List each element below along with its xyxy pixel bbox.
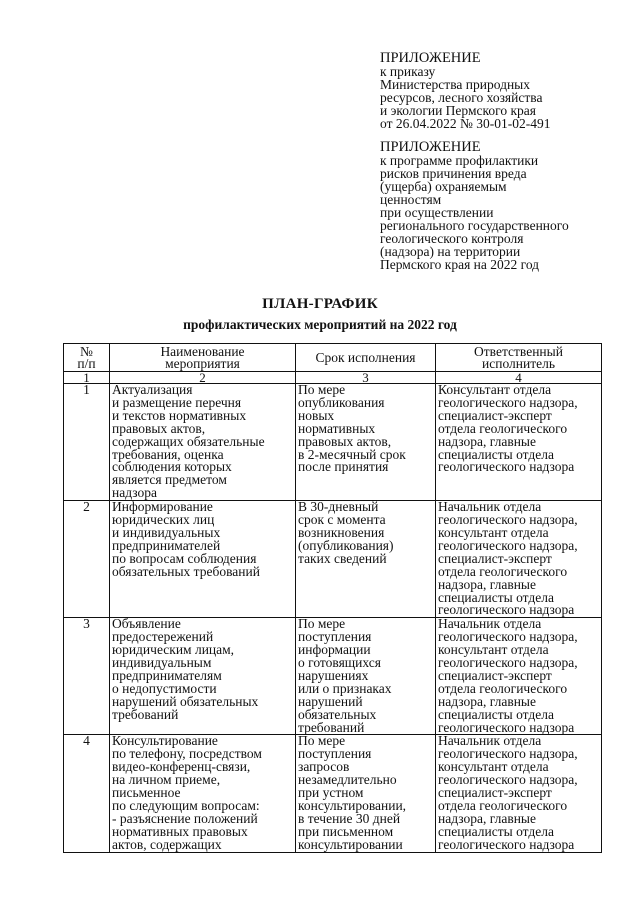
- cell-text-line: геологического надзора,: [438, 746, 578, 762]
- appendix-line: от 26.04.2022 № 30-01-02-491: [380, 116, 551, 131]
- appendix-heading: ПРИЛОЖЕНИЕ: [380, 50, 481, 66]
- cell-text-line: информации: [298, 642, 371, 658]
- header-name: Наименование мероприятия: [110, 344, 296, 372]
- cell-text-line: новых: [298, 407, 335, 423]
- cell-text-line: срок с момента: [298, 512, 386, 528]
- cell-text-line: в 2-месячный срок: [298, 446, 406, 462]
- cell-text-line: специалист-эксперт: [438, 407, 552, 423]
- cell-text-line: нарушениях: [298, 667, 369, 683]
- cell-text-line: требований: [112, 706, 179, 722]
- cell-text-line: отдела геологического: [438, 680, 568, 696]
- cell-deadline: [296, 501, 436, 618]
- cell-deadline: [296, 618, 436, 735]
- table-row: [64, 735, 602, 853]
- cell-text-line: о готовящихся: [298, 655, 381, 671]
- cell-text-line: Актуализация: [112, 383, 193, 397]
- cell-text-line: нормативных: [298, 420, 376, 436]
- cell-text-line: специалист-эксперт: [438, 785, 552, 801]
- table-row: [64, 384, 602, 501]
- cell-text-line: по следующим вопросам:: [112, 798, 260, 813]
- header-deadline: Срок исполнения: [296, 344, 436, 372]
- appendix-line: рисков причинения вреда: [380, 166, 527, 181]
- cell-responsible: [436, 384, 602, 501]
- cell-text-line: о недопустимости: [112, 680, 217, 696]
- header-responsible: Ответственный исполнитель: [436, 344, 602, 372]
- table-row: [64, 618, 602, 735]
- document-subtitle: профилактических мероприятий на 2022 год: [183, 317, 457, 332]
- appendix-heading: ПРИЛОЖЕНИЕ: [380, 139, 481, 155]
- cell-text-line: специалисты отдела: [438, 706, 554, 722]
- cell-text-line: индивидуальным: [112, 655, 212, 671]
- cell-text-line: специалисты отдела: [438, 589, 554, 605]
- cell-text-line: Консультант отдела: [438, 383, 552, 397]
- cell-name: [110, 618, 296, 735]
- cell-text-line: нарушений обязательных: [112, 693, 259, 709]
- row-number: 1: [64, 384, 110, 501]
- cell-text-line: при письменном: [298, 823, 394, 839]
- cell-text-line: геологического надзора: [438, 836, 575, 852]
- appendix-program-block: [380, 141, 630, 271]
- appendix-order-block: [380, 52, 630, 130]
- cell-name: [110, 735, 296, 853]
- cell-text-line: надзора, главные: [438, 576, 536, 592]
- cell-text-line: геологического надзора,: [438, 655, 578, 671]
- cell-text-line: геологического надзора: [438, 602, 575, 618]
- appendix-line: к приказу: [380, 64, 436, 79]
- cell-text-line: Начальник отдела: [438, 734, 542, 749]
- cell-text-line: требования, оценка: [112, 446, 224, 462]
- table-header-row: [64, 344, 602, 372]
- cell-text-line: и размещение перечня: [112, 394, 242, 410]
- cell-name: [110, 501, 296, 618]
- appendix-line: ценностям: [380, 192, 442, 207]
- cell-text-line: является предметом: [112, 472, 227, 488]
- cell-text-line: надзора, главные: [438, 693, 536, 709]
- cell-text-line: и текстов нормативных: [112, 407, 247, 423]
- cell-responsible: [436, 735, 602, 853]
- appendix-line: регионального государственного: [380, 218, 569, 233]
- cell-text-line: при устном: [298, 785, 364, 801]
- cell-text-line: геологического надзора,: [438, 772, 578, 788]
- cell-text-line: по вопросам соблюдения: [112, 550, 257, 566]
- cell-text-line: консультировании,: [298, 798, 407, 813]
- cell-text-line: на личном приеме,: [112, 772, 221, 788]
- cell-text-line: соблюдения которых: [112, 459, 232, 475]
- cell-text-line: консультировании: [298, 836, 403, 852]
- column-number-row: [64, 372, 602, 384]
- appendix-line: (ущерба) охраняемым: [380, 179, 507, 194]
- cell-text-line: юридических лиц: [112, 512, 215, 528]
- column-number: 2: [110, 372, 296, 384]
- cell-text-line: требований: [298, 719, 365, 735]
- row-number: 4: [64, 735, 110, 853]
- cell-text-line: По мере: [298, 734, 346, 749]
- cell-text-line: после принятия: [298, 459, 389, 475]
- cell-text-line: По мере: [298, 617, 346, 632]
- cell-text-line: отдела геологического: [438, 420, 568, 436]
- cell-text-line: возникновения: [298, 524, 385, 540]
- cell-text-line: надзора: [112, 485, 157, 501]
- cell-text-line: Информирование: [112, 500, 213, 515]
- cell-text-line: специалисты отдела: [438, 823, 554, 839]
- cell-text-line: или о признаках: [298, 680, 392, 696]
- cell-text-line: геологического надзора,: [438, 629, 578, 645]
- cell-text-line: таких сведений: [298, 550, 387, 566]
- cell-text-line: юридическим лицам,: [112, 642, 235, 658]
- cell-text-line: обязательных: [298, 706, 377, 722]
- cell-text-line: (опубликования): [298, 537, 394, 553]
- cell-deadline: [296, 384, 436, 501]
- appendix-line: Пермского края на 2022 год: [380, 257, 540, 272]
- cell-text-line: Начальник отдела: [438, 500, 542, 515]
- cell-text-line: специалист-эксперт: [438, 667, 552, 683]
- cell-text-line: геологического надзора,: [438, 394, 578, 410]
- cell-text-line: предпринимателей: [112, 537, 221, 553]
- cell-deadline: [296, 735, 436, 853]
- cell-responsible: [436, 501, 602, 618]
- cell-text-line: геологического надзора: [438, 459, 575, 475]
- cell-text-line: - разъяснение положений: [112, 810, 258, 826]
- document-title: ПЛАН-ГРАФИК: [262, 296, 378, 312]
- cell-text-line: Консультирование: [112, 734, 218, 749]
- cell-text-line: поступления: [298, 746, 372, 762]
- plan-table: [63, 343, 602, 853]
- cell-text-line: специалист-эксперт: [438, 550, 552, 566]
- cell-name: [110, 384, 296, 501]
- cell-responsible: [436, 618, 602, 735]
- table-row: [64, 501, 602, 618]
- column-number: 1: [64, 372, 110, 384]
- cell-text-line: по телефону, посредством: [112, 746, 262, 762]
- cell-text-line: Начальник отдела: [438, 617, 542, 632]
- cell-text-line: содержащих обязательные: [112, 433, 265, 449]
- appendix-line: и экологии Пермского края: [380, 103, 536, 118]
- cell-text-line: геологического надзора,: [438, 537, 578, 553]
- appendix-line: при осуществлении: [380, 205, 494, 220]
- cell-text-line: нарушений: [298, 693, 363, 709]
- cell-text-line: геологического надзора,: [438, 512, 578, 528]
- cell-text-line: предпринимателям: [112, 667, 222, 683]
- cell-text-line: Объявление: [112, 617, 181, 632]
- appendix-line: геологического контроля: [380, 231, 524, 246]
- cell-text-line: В 30-дневный: [298, 500, 379, 515]
- header-num: № п/п: [64, 344, 110, 372]
- appendix-line: к программе профилактики: [380, 153, 539, 168]
- cell-text-line: поступления: [298, 629, 372, 645]
- cell-text-line: надзора, главные: [438, 433, 536, 449]
- cell-text-line: в течение 30 дней: [298, 810, 401, 826]
- column-number: 4: [436, 372, 602, 384]
- cell-text-line: консультант отдела: [438, 524, 549, 540]
- column-number: 3: [296, 372, 436, 384]
- cell-text-line: геологического надзора: [438, 719, 575, 735]
- cell-text-line: и индивидуальных: [112, 524, 221, 540]
- cell-text-line: письменное: [112, 785, 181, 801]
- row-number: 2: [64, 501, 110, 618]
- appendix-line: (надзора) на территории: [380, 244, 521, 259]
- row-number: 3: [64, 618, 110, 735]
- appendix-line: ресурсов, лесного хозяйства: [380, 90, 543, 105]
- cell-text-line: отдела геологического: [438, 798, 568, 813]
- cell-text-line: надзора, главные: [438, 810, 536, 826]
- appendix-line: Министерства природных: [380, 77, 530, 92]
- cell-text-line: отдела геологического: [438, 563, 568, 579]
- cell-text-line: опубликования: [298, 394, 385, 410]
- cell-text-line: нормативных правовых: [112, 823, 248, 839]
- cell-text-line: По мере: [298, 383, 346, 397]
- cell-text-line: предостережений: [112, 629, 214, 645]
- cell-text-line: консультант отдела: [438, 642, 549, 658]
- cell-text-line: видео-конференц-связи,: [112, 759, 251, 775]
- cell-text-line: запросов: [298, 759, 350, 775]
- cell-text-line: правовых актов,: [112, 420, 206, 436]
- cell-text-line: специалисты отдела: [438, 446, 554, 462]
- cell-text-line: правовых актов,: [298, 433, 392, 449]
- cell-text-line: обязательных требований: [112, 563, 260, 579]
- cell-text-line: консультант отдела: [438, 759, 549, 775]
- cell-text-line: незамедлительно: [298, 772, 397, 788]
- cell-text-line: актов, содержащих: [112, 836, 222, 852]
